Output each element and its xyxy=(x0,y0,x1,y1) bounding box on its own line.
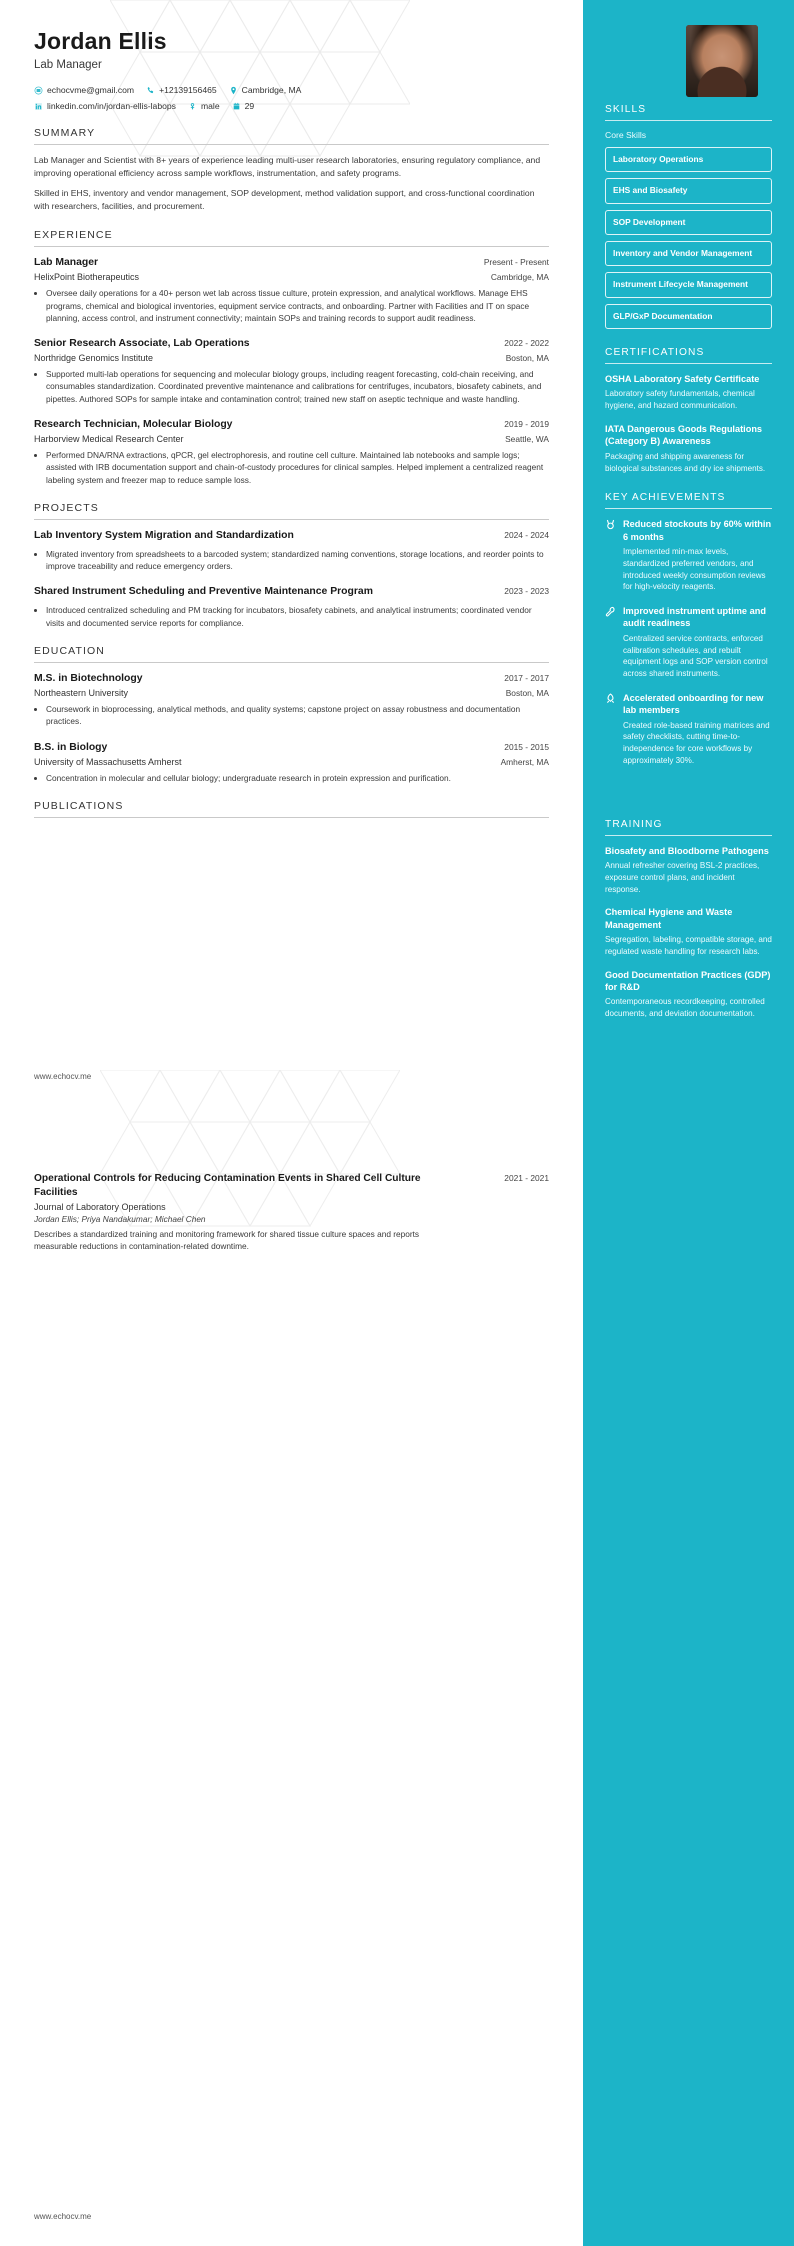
section-title-publications: PUBLICATIONS xyxy=(34,800,549,818)
phone-icon xyxy=(146,86,155,95)
entry-dates: 2023 - 2023 xyxy=(504,586,549,597)
footer-url-bottom[interactable]: www.echocv.me xyxy=(34,2212,92,2221)
certification-description: Packaging and shipping awareness for biological substances and dry ice shipments. xyxy=(605,451,766,473)
contact-gender xyxy=(188,101,220,111)
section-title-skills: SKILLS xyxy=(605,104,772,121)
wrench-icon xyxy=(605,605,616,680)
section-title-certifications: CERTIFICATIONS xyxy=(605,347,772,364)
entry-head xyxy=(34,337,549,351)
section-experience xyxy=(0,229,583,486)
entry-location: Boston, MA xyxy=(505,687,549,698)
pub-description: Describes a standardized training and monitoring framework for shared tissue culture spaces and reports measurable reductions in contamination-related downtime. xyxy=(34,1228,420,1251)
entry-bullets xyxy=(46,772,549,784)
entry-location: Boston, MA xyxy=(505,353,549,364)
entry-sub xyxy=(34,757,549,767)
section-projects xyxy=(0,502,583,629)
entry-sub xyxy=(34,688,549,698)
summary-paragraph-1: Lab Manager and Scientist with 8+ years of experience leading multi-user research laboratories, ensuring regulatory compliance, and improving operational efficiency across sample workflows, instrumentation, and safety programs. xyxy=(34,155,541,179)
section-title-training: TRAINING xyxy=(605,819,772,836)
entry-title: B.S. in Biology xyxy=(34,741,108,753)
contact-info xyxy=(34,85,549,111)
section-title-achievements: KEY ACHIEVEMENTS xyxy=(605,492,772,509)
education-entry xyxy=(34,672,549,728)
contact-email[interactable] xyxy=(34,85,134,95)
entry-dates: 2022 - 2022 xyxy=(504,338,549,349)
contact-email-text: echocvme@gmail.com xyxy=(47,85,135,95)
bullet-item: • Introduced centralized scheduling and PM tracking for incubators, biosafety cabinets, and analytical instruments; coordinated vendor visits and documented service reports for compliance. xyxy=(46,604,549,629)
entry-head xyxy=(34,256,549,270)
training-description: Contemporaneous recordkeeping, controlled documents, and deviation documentation. xyxy=(605,997,765,1019)
skill-chip: Laboratory Operations xyxy=(605,147,772,172)
achievement-title: Improved instrument uptime and audit readiness xyxy=(623,606,766,629)
entry-location: Seattle, WA xyxy=(505,433,549,444)
entry-bullets xyxy=(46,548,549,573)
pub-journal: Journal of Laboratory Operations xyxy=(34,1201,166,1212)
certification-name: OSHA Laboratory Safety Certificate xyxy=(605,374,760,385)
section-education xyxy=(0,645,583,784)
skill-chip: SOP Development xyxy=(605,210,772,235)
entry-head xyxy=(34,418,549,432)
contact-linkedin[interactable] xyxy=(34,101,176,111)
contact-age-text: 29 xyxy=(244,101,255,111)
entry-bullets xyxy=(46,449,549,486)
entry-location: Cambridge, MA xyxy=(490,272,549,283)
training-description: Segregation, labeling, compatible storage, and regulated waste handling for research labs. xyxy=(605,935,772,956)
medal-icon xyxy=(605,518,616,593)
achievement-title: Reduced stockouts by 60% within 6 months xyxy=(623,519,772,542)
sidebar-section-certifications xyxy=(583,347,794,474)
email-icon xyxy=(34,86,43,95)
skill-chip: Instrument Lifecycle Management xyxy=(605,272,772,297)
bullet-item: • Migrated inventory from spreadsheets to a barcoded system; standardized naming conventions, storage locations, and reorder points to improve traceability and reduce emergency orders. xyxy=(46,548,549,573)
achievement-item xyxy=(605,605,772,680)
contact-row-1 xyxy=(34,85,549,95)
contact-phone-text: +12139156465 xyxy=(159,85,217,95)
pub-block xyxy=(34,1172,549,1252)
achievement-item xyxy=(605,518,772,593)
training-item xyxy=(605,845,772,896)
contact-age xyxy=(232,101,255,111)
entry-head xyxy=(34,1172,549,1200)
page-title: Jordan Ellis xyxy=(34,28,167,54)
entry-bullets xyxy=(46,368,549,405)
section-title-education: EDUCATION xyxy=(34,645,549,663)
header-role: Lab Manager xyxy=(34,59,102,71)
certification-description: Laboratory safety fundamentals, chemical hygiene, and hazard communication. xyxy=(605,389,755,411)
entry-title: Lab Inventory System Migration and Standardization xyxy=(34,529,294,541)
training-item xyxy=(605,906,772,957)
sidebar-section-skills xyxy=(583,104,794,329)
entry-dates: Present - Present xyxy=(483,257,549,268)
entry-title: Research Technician, Molecular Biology xyxy=(34,418,233,430)
skills-subtitle: Core Skills xyxy=(605,130,647,140)
entry-dates: 2017 - 2017 xyxy=(504,672,549,683)
entry-org: Harborview Medical Research Center xyxy=(34,433,184,444)
section-title-projects: PROJECTS xyxy=(34,502,549,520)
section-publications xyxy=(0,800,583,818)
entry-head xyxy=(34,585,549,599)
entry-dates: 2019 - 2019 xyxy=(504,418,549,429)
experience-entry xyxy=(34,337,549,405)
bullet-item: • Concentration in molecular and cellular biology; undergraduate research in protein expression and purification. xyxy=(46,772,549,784)
experience-entry xyxy=(34,418,549,486)
entry-title: Shared Instrument Scheduling and Preventive Maintenance Program xyxy=(34,586,373,598)
avatar xyxy=(686,25,758,97)
linkedin-icon xyxy=(34,102,43,111)
entry-location: Amherst, MA xyxy=(500,756,549,767)
entry-bullets xyxy=(46,703,549,728)
publication-entry xyxy=(0,1162,583,1252)
entry-dates: 2021 - 2021 xyxy=(504,1173,549,1183)
entry-org: HelixPoint Biotherapeutics xyxy=(34,272,140,283)
bullet-item: • Performed DNA/RNA extractions, qPCR, gel electrophoresis, and routine cell culture. Maintained lab notebooks and sample logs; assisted with IRB documentation support and chain-of-custody procedures for clinical samples. Helped implement a centralized reagent labeling system and freezer map to reduce sample loss. xyxy=(46,449,549,486)
training-description: Annual refresher covering BSL-2 practices, exposure control plans, and incident response. xyxy=(605,861,760,894)
entry-sub xyxy=(34,434,549,444)
bullet-item: • Coursework in bioprocessing, analytical methods, and quality systems; capstone project on assay robustness and documentation practices. xyxy=(46,703,549,728)
achievement-description: Created role-based training matrices and safety checklists, cutting time-to-independence for core workflows by approximately 30%. xyxy=(623,720,770,765)
bullet-item: • Oversee daily operations for a 40+ person wet lab across tissue culture, protein expression, and analytical workflows. Manage EHS programs, chemical and biological inventories, equipment service contracts, and onboarding. Partner with Facilities and IT on space planning, access control, and instrument connectivity; maintain SOPs and training records to support audit readiness. xyxy=(46,287,549,324)
entry-title: Lab Manager xyxy=(34,257,99,269)
certification-name: IATA Dangerous Goods Regulations (Category B) Awareness xyxy=(605,423,763,447)
entry-sub xyxy=(34,353,549,363)
contact-phone[interactable] xyxy=(146,85,217,95)
entry-head xyxy=(34,672,549,686)
resume-header xyxy=(0,0,583,111)
training-item xyxy=(605,969,772,1020)
section-summary xyxy=(0,127,583,213)
entry-sub xyxy=(34,272,549,282)
education-entry xyxy=(34,741,549,784)
pub-title: Operational Controls for Reducing Contamination Events in Shared Cell Culture Facilities xyxy=(34,1173,421,1198)
entry-head xyxy=(34,741,549,755)
project-entry xyxy=(34,585,549,629)
sidebar-section-achievements xyxy=(583,492,794,766)
summary-paragraph-2: Skilled in EHS, inventory and vendor management, SOP development, method validation support, and cross-functional coordination with researchers, facilities, and procurement. xyxy=(34,187,535,211)
entry-dates: 2024 - 2024 xyxy=(504,529,549,540)
skill-chip: EHS and Biosafety xyxy=(605,178,772,203)
sidebar-section-training xyxy=(583,819,794,1020)
entry-title: Senior Research Associate, Lab Operations xyxy=(34,338,250,350)
entry-head xyxy=(34,529,549,543)
section-title-experience: EXPERIENCE xyxy=(34,229,549,247)
avatar-photo xyxy=(686,25,758,97)
pub-authors: Jordan Ellis; Priya Nandakumar; Michael Chen xyxy=(34,1213,206,1224)
location-icon xyxy=(229,86,238,95)
skill-chip: Inventory and Vendor Management xyxy=(605,241,772,266)
contact-gender-text: male xyxy=(200,101,220,111)
training-name: Chemical Hygiene and Waste Management xyxy=(605,907,733,930)
rocket-icon xyxy=(605,692,616,767)
contact-location-text: Cambridge, MA xyxy=(241,85,302,95)
entry-org: Northridge Genomics Institute xyxy=(34,353,154,364)
achievement-title: Accelerated onboarding for new lab members xyxy=(623,692,764,716)
footer-url-top[interactable]: www.echocv.me xyxy=(34,1072,92,1081)
training-name: Good Documentation Practices (GDP) for R&D xyxy=(605,969,771,992)
section-title-summary: SUMMARY xyxy=(34,127,549,145)
skill-chip: GLP/GxP Documentation xyxy=(605,304,772,329)
calendar-icon xyxy=(232,102,241,111)
certification-item xyxy=(605,423,772,474)
achievement-description: Centralized service contracts, enforced calibration schedules, and rebuilt equipment logs and SOP version control across shared instruments. xyxy=(623,633,768,679)
achievement-description: Implemented min-max levels, standardized preferred vendors, and introduced weekly consumption reviews for high-velocity reagents. xyxy=(623,547,766,592)
achievement-item xyxy=(605,692,772,767)
entry-org: Northeastern University xyxy=(34,687,129,698)
bullet-item: • Supported multi-lab operations for sequencing and molecular biology groups, including reagent forecasting, cold-chain receiving, and consumables standardization. Coordinated preventive maintenance and calibrations for centrifuges, incubators, biosafety cabinets, and pipettes. Authored SOPs for sample intake and contamination control; trained new staff on aseptic technique and waste handling. xyxy=(46,368,549,405)
project-entry xyxy=(34,529,549,573)
entry-bullets xyxy=(46,604,549,629)
experience-entry xyxy=(34,256,549,324)
resume-sidebar xyxy=(583,0,794,2246)
training-name: Biosafety and Bloodborne Pathogens xyxy=(605,845,769,856)
entry-org: University of Massachusetts Amherst xyxy=(34,756,182,767)
entry-title: M.S. in Biotechnology xyxy=(34,672,143,684)
certification-item xyxy=(605,373,772,412)
contact-location xyxy=(229,85,302,95)
entry-bullets xyxy=(46,287,549,324)
contact-row-2 xyxy=(34,101,549,111)
gender-icon xyxy=(188,102,197,111)
contact-linkedin-text: linkedin.com/in/jordan-ellis-labops xyxy=(47,101,176,111)
entry-dates: 2015 - 2015 xyxy=(504,741,549,752)
